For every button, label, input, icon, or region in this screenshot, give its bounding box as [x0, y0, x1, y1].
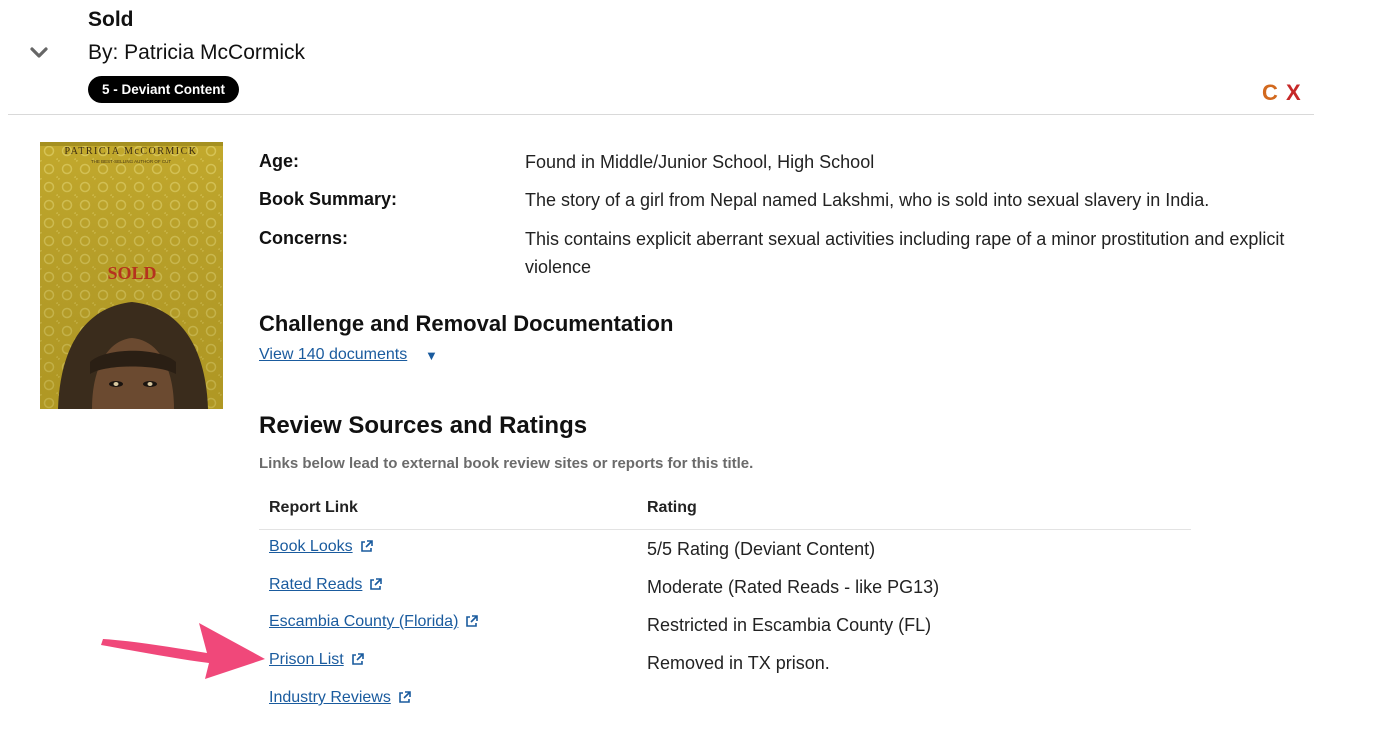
- report-link-escambia-county[interactable]: [269, 613, 479, 631]
- concerns-label: Concerns:: [259, 228, 349, 248]
- report-link-prison-list[interactable]: [269, 651, 365, 669]
- report-link-rated-reads[interactable]: [269, 576, 383, 594]
- caret-down-icon[interactable]: ▼: [425, 348, 438, 363]
- column-header-report-link: Report Link: [269, 499, 358, 516]
- challenge-heading: Challenge and Removal Documentation: [259, 311, 674, 336]
- report-link-book-looks[interactable]: [269, 538, 374, 556]
- pink-arrow-annotation: [95, 615, 270, 687]
- summary-label: Book Summary:: [259, 189, 398, 209]
- report-link-label: Industry Reviews: [269, 689, 391, 706]
- header-divider: [8, 114, 1314, 115]
- report-link-label: Rated Reads: [269, 576, 363, 593]
- rating-badge: 5 - Deviant Content: [88, 76, 239, 103]
- report-link-label: Prison List: [269, 651, 344, 668]
- rating-value: Moderate (Rated Reads - like PG13): [647, 577, 940, 597]
- x-mark[interactable]: X: [1286, 80, 1301, 105]
- external-link-icon: [350, 652, 365, 667]
- reviews-heading: Review Sources and Ratings: [259, 412, 588, 439]
- view-documents-link[interactable]: View 140 documents: [259, 346, 408, 363]
- external-link-icon: [368, 577, 383, 592]
- external-link-icon: [397, 690, 412, 705]
- summary-value: The story of a girl from Nepal named Lakshmi, who is sold into sexual slavery in India.: [525, 190, 1210, 210]
- table-header-divider: [259, 529, 1191, 530]
- cover-title: SOLD: [107, 263, 157, 283]
- age-label: Age:: [259, 151, 299, 171]
- cover-author: PATRICIA McCORMICK: [64, 146, 198, 157]
- external-link-icon: [359, 539, 374, 554]
- chevron-down-icon[interactable]: [28, 44, 50, 62]
- external-link-icon: [464, 614, 479, 629]
- book-cover: [40, 142, 223, 409]
- cover-tagline: THE BEST-SELLING AUTHOR OF CUT: [90, 159, 172, 164]
- report-link-label: Book Looks: [269, 538, 353, 555]
- report-link-label: Escambia County (Florida): [269, 613, 459, 630]
- report-link-industry-reviews[interactable]: [269, 689, 412, 707]
- concerns-value: This contains explicit aberrant sexual activities including rape of a minor prostitution and explicit violence: [525, 229, 1285, 277]
- c-mark[interactable]: C: [1262, 80, 1278, 105]
- book-author: By: Patricia McCormick: [88, 41, 306, 64]
- reviews-note: Links below lead to external book review sites or reports for this title.: [259, 455, 754, 472]
- rating-value: 5/5 Rating (Deviant Content): [647, 539, 876, 559]
- book-title: Sold: [88, 8, 134, 31]
- rating-value: Restricted in Escambia County (FL): [647, 615, 932, 635]
- age-value: Found in Middle/Junior School, High School: [525, 152, 875, 172]
- column-header-rating: Rating: [647, 499, 697, 516]
- rating-value: Removed in TX prison.: [647, 653, 830, 673]
